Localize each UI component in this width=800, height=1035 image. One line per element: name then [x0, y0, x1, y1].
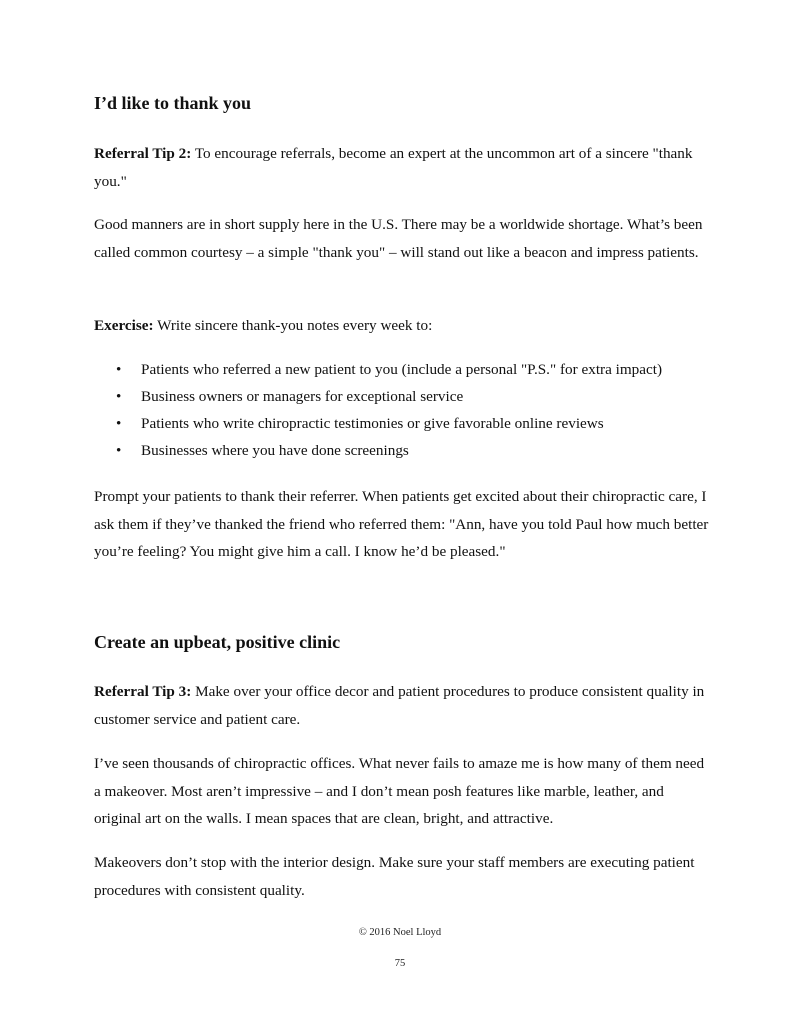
paragraph-makeovers: Makeovers don’t stop with the interior design. Make sure your staff members are executing patient procedures with consistent quality. [94, 854, 695, 899]
list-item: • Patients who referred a new patient to you (include a personal "P.S." for extra impact) [94, 356, 710, 383]
tip-text: Make over your office decor and patient procedures to produce consistent quality in customer service and patient care. [94, 683, 705, 728]
list-item: • Businesses where you have done screenings [94, 437, 710, 464]
exercise-text: Write sincere thank-you notes every week to: [153, 317, 433, 334]
thank-you-list [94, 356, 710, 464]
bullet-icon: • [116, 442, 122, 459]
section-heading-thank-you: I’d like to thank you [94, 93, 252, 113]
bullet-icon: • [116, 388, 122, 405]
referral-tip-2 [94, 140, 710, 195]
exercise-paragraph [94, 312, 710, 340]
paragraph-prompt-patients: Prompt your patients to thank their referrer. When patients get excited about their chiropractic care, I ask them if they’ve thanked the friend who referred them: "Ann, have you told Paul how much better you’re feeling? You might give him a call. I know he’d be pleased." [94, 488, 709, 560]
paragraph-offices: I’ve seen thousands of chiropractic offices. What never fails to amaze me is how many of them need a makeover. Most aren’t impressive – and I don’t mean posh features like marble, leather, and original art on the walls. I mean spaces that are clean, bright, and attractive. [94, 755, 705, 827]
bullet-icon: • [116, 415, 122, 432]
tip-text: To encourage referrals, become an expert at the uncommon art of a sincere "thank you." [94, 145, 693, 190]
paragraph-good-manners: Good manners are in short supply here in the U.S. There may be a worldwide shortage. What’s been called common courtesy – a simple "thank you" – will stand out like a beacon and impress patients. [94, 216, 703, 261]
list-item: • Patients who write chiropractic testimonies or give favorable online reviews [94, 410, 710, 437]
exercise-label: Exercise: [94, 317, 154, 334]
referral-tip-3 [94, 678, 710, 733]
bullet-icon: • [116, 361, 122, 378]
page-number: 75 [394, 958, 406, 969]
copyright-footer: © 2016 Noel Lloyd [358, 927, 442, 938]
tip-label: Referral Tip 2: [94, 145, 192, 162]
list-item: • Business owners or managers for exceptional service [94, 383, 710, 410]
tip-label: Referral Tip 3: [94, 683, 192, 700]
section-heading-upbeat-clinic: Create an upbeat, positive clinic [94, 632, 341, 652]
